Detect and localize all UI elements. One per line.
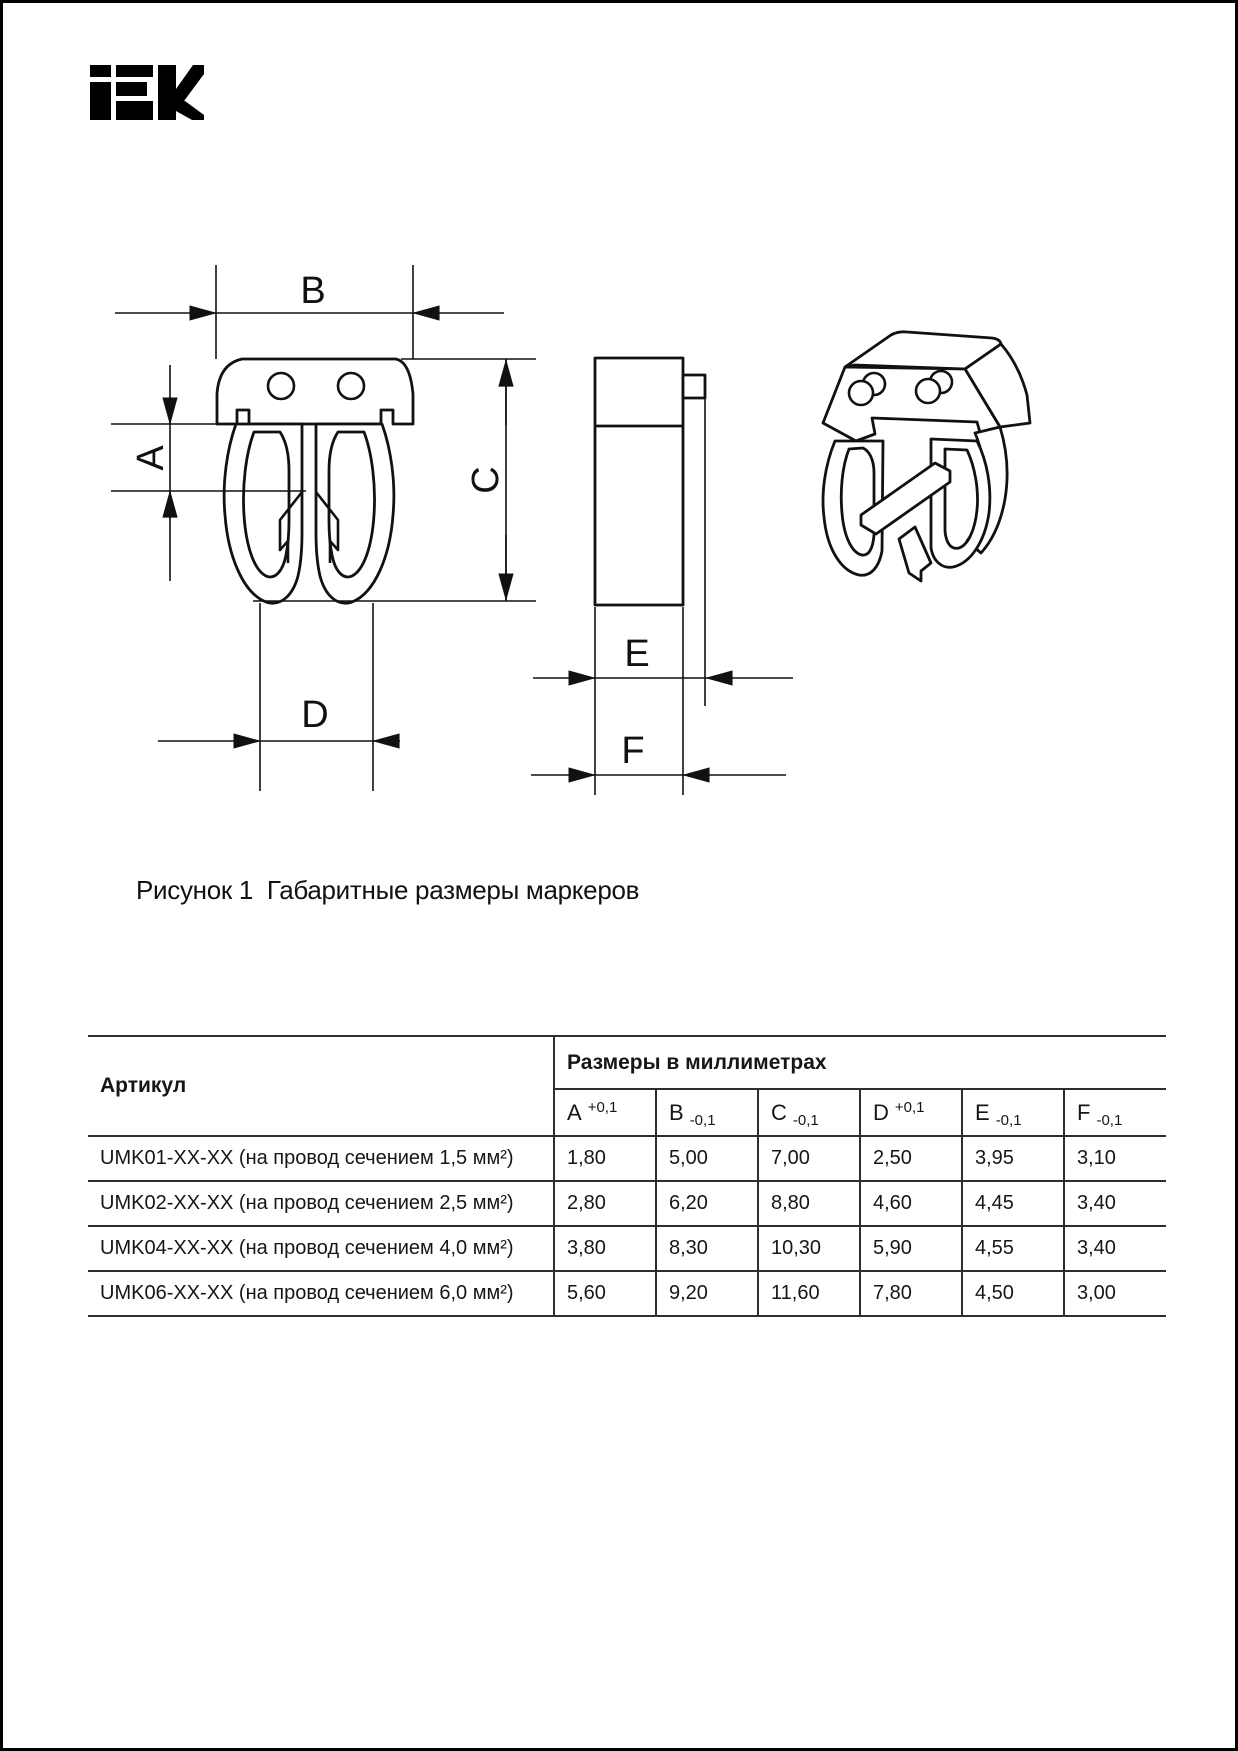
article-cell: UMK06-XX-XX (на провод сечением 6,0 мм²): [88, 1271, 554, 1316]
side-view: [595, 358, 705, 605]
value-cell: 5,00: [656, 1136, 758, 1181]
article-cell: UMK02-XX-XX (на провод сечением 2,5 мм²): [88, 1181, 554, 1226]
dimension-d: [158, 603, 400, 791]
iso-center-claw: [899, 527, 931, 581]
value-cell: 4,55: [962, 1226, 1064, 1271]
iso-hole-right-front: [916, 379, 940, 403]
figure-caption: Рисунок 1 Габаритные размеры маркеров: [136, 875, 640, 905]
col-header-d: D +0,1: [860, 1089, 962, 1136]
col-header-f: F -0,1: [1064, 1089, 1166, 1136]
table-row: [88, 1136, 1166, 1181]
value-cell: 4,60: [860, 1181, 962, 1226]
dimension-label-b: B: [300, 270, 326, 312]
side-body: [595, 358, 683, 605]
value-cell: 4,45: [962, 1181, 1064, 1226]
isometric-view: [823, 332, 1030, 581]
value-cell: 5,60: [554, 1271, 656, 1316]
table-header-dimensions-group: Размеры в миллиметрах: [554, 1036, 1166, 1089]
value-cell: 1,80: [554, 1136, 656, 1181]
dimension-label-a: A: [130, 445, 172, 471]
table-row: [88, 1181, 1166, 1226]
marking-hole-right: [338, 373, 364, 399]
iek-logo: [90, 65, 204, 120]
table-row: [88, 1271, 1166, 1316]
value-cell: 7,00: [758, 1136, 860, 1181]
dimension-label-e: E: [624, 633, 650, 675]
logo-e-bottom: [116, 101, 153, 120]
value-cell: 3,10: [1064, 1136, 1166, 1181]
value-cell: 6,20: [656, 1181, 758, 1226]
table-header-article: Артикул: [88, 1036, 554, 1136]
col-header-e: E -0,1: [962, 1089, 1064, 1136]
logo-k-upper-arm: [176, 65, 204, 101]
logo-e-mid: [116, 82, 147, 96]
logo-k-lower-arm: [176, 101, 204, 120]
value-cell: 5,90: [860, 1226, 962, 1271]
value-cell: 8,30: [656, 1226, 758, 1271]
dimension-b: [115, 265, 504, 359]
value-cell: 3,80: [554, 1226, 656, 1271]
value-cell: 2,50: [860, 1136, 962, 1181]
side-tab: [683, 375, 705, 398]
marker-leg-right: [316, 424, 394, 603]
table-row: [88, 1226, 1166, 1271]
technical-drawing: [3, 3, 1238, 1013]
logo-i-dot: [90, 65, 111, 77]
article-cell: UMK01-XX-XX (на провод сечением 1,5 мм²): [88, 1136, 554, 1181]
dimension-label-c: C: [465, 466, 507, 494]
value-cell: 11,60: [758, 1271, 860, 1316]
logo-k-stem: [158, 65, 176, 120]
article-cell: UMK04-XX-XX (на провод сечением 4,0 мм²): [88, 1226, 554, 1271]
iso-hole-left-front: [849, 381, 873, 405]
value-cell: 3,00: [1064, 1271, 1166, 1316]
dimension-label-d: D: [301, 694, 329, 736]
marker-leg-left: [224, 424, 302, 603]
marking-hole-left: [268, 373, 294, 399]
value-cell: 4,50: [962, 1271, 1064, 1316]
value-cell: 7,80: [860, 1271, 962, 1316]
logo-e-top: [116, 65, 153, 77]
value-cell: 10,30: [758, 1226, 860, 1271]
value-cell: 3,40: [1064, 1181, 1166, 1226]
value-cell: 2,80: [554, 1181, 656, 1226]
value-cell: 3,40: [1064, 1226, 1166, 1271]
marker-head-outline: [217, 359, 413, 424]
front-view: [217, 359, 413, 603]
dimensions-table: [88, 1035, 1166, 1317]
col-header-b: B -0,1: [656, 1089, 758, 1136]
value-cell: 8,80: [758, 1181, 860, 1226]
col-header-c: C -0,1: [758, 1089, 860, 1136]
value-cell: 9,20: [656, 1271, 758, 1316]
logo-i-stem: [90, 82, 111, 120]
dimension-label-f: F: [621, 730, 645, 772]
value-cell: 3,95: [962, 1136, 1064, 1181]
col-header-a: A +0,1: [554, 1089, 656, 1136]
